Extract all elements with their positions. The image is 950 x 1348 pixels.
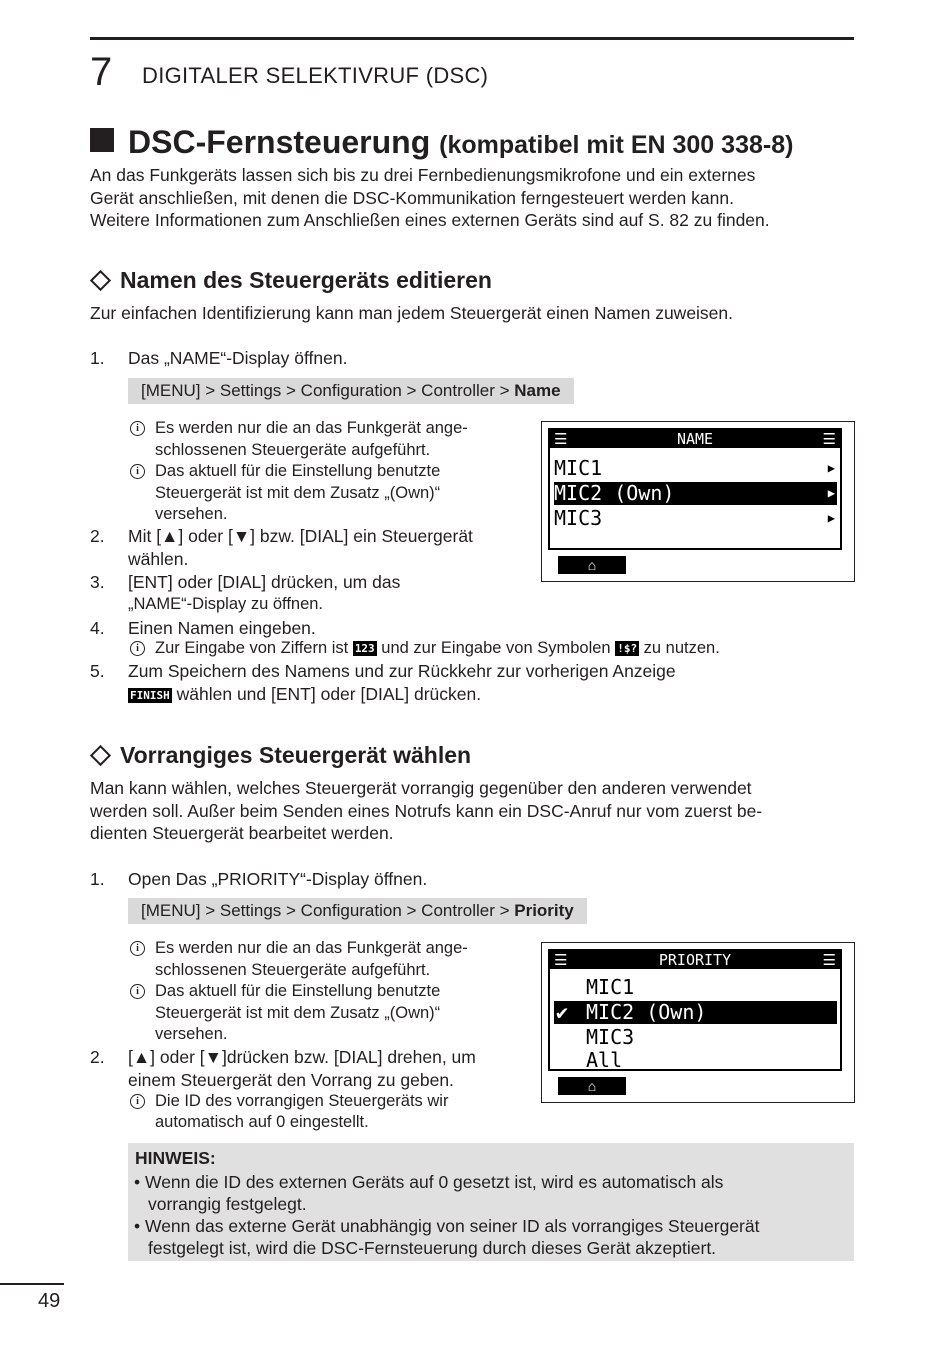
hint-bullet-2: • Wenn das externe Gerät unabhängig von seiner ID als vorrangiges Steuergerät bbox=[134, 1216, 760, 1236]
info-icon: i bbox=[130, 984, 145, 999]
section-title: DSC-Fernsteuerung (kompatibel mit EN 300 338-8) bbox=[90, 124, 793, 161]
hint-bullet-1: • Wenn die ID des externen Geräts auf 0 gesetzt ist, wird es automatisch als bbox=[134, 1172, 724, 1192]
lcd-row-mic3[interactable]: MIC3 ▶ bbox=[554, 506, 835, 530]
name-step-4: 4. Einen Namen eingeben. bbox=[90, 618, 316, 638]
priority-intro: Man kann wählen, welches Steuergerät vorrangig gegenüber den anderen verwendet werden soll. Außer beim Senden eines Notrufs kann ein DSC-Anruf nur vom zuerst be- dienten Steuergerät bearbeitet werden. bbox=[90, 778, 763, 843]
name-note-2: i Das aktuell für die Einstellung benutzte bbox=[130, 461, 530, 483]
right-arrow-icon: ▶ bbox=[827, 461, 835, 475]
section-intro: An das Funkgeräts lassen sich bis zu drei Fernbedienungsmikrofone und ein externes Gerät anschließen, mit denen die DSC-Kommunikation ferngesteuert werden kann. Weitere Informationen zum Anschließen eines externen Geräts sind auf S. 82 zu finden. bbox=[90, 165, 770, 230]
home-icon[interactable]: ⌂ bbox=[558, 1077, 626, 1095]
top-rule bbox=[90, 37, 854, 40]
check-icon: ✔ bbox=[556, 1000, 569, 1024]
menu-path-name: [MENU] > Settings > Configuration > Controller > Name bbox=[128, 378, 574, 404]
diamond-icon bbox=[90, 270, 111, 291]
symbol-key-icon: !$? bbox=[617, 642, 638, 655]
menu-icon: ☰ bbox=[554, 430, 568, 448]
page-rule bbox=[0, 1283, 64, 1285]
hint-title: HINWEIS: bbox=[135, 1148, 216, 1168]
menu-path-priority: [MENU] > Settings > Configuration > Controller > Priority bbox=[128, 898, 587, 924]
priority-step-1: 1. Open Das „PRIORITY“-Display öffnen. bbox=[90, 869, 428, 889]
lcd-title: NAME bbox=[676, 430, 714, 448]
page-number: 49 bbox=[38, 1290, 61, 1312]
lcd-row-mic2-selected[interactable]: MIC2 (Own) ▶ bbox=[554, 481, 835, 505]
info-icon: i bbox=[130, 421, 145, 436]
hint-box: HINWEIS: • Wenn die ID des externen Geräts auf 0 gesetzt ist, wird es automatisch als vorrangig festgelegt. • Wenn das externe Gerät unabhängig von seiner ID als vorrangiges Steuergerät festgelegt ist, wird die DSC-Fernsteuerung durch dieses Gerät akzeptiert. bbox=[128, 1143, 854, 1261]
priority-lcd-screen bbox=[541, 942, 855, 1103]
lcd-row-mic1[interactable]: MIC1 bbox=[586, 975, 635, 999]
priority-step-2: 2. [▲] oder [▼]drücken bzw. [DIAL] drehen, um bbox=[90, 1047, 476, 1067]
lcd-row-mic3[interactable]: MIC3 bbox=[586, 1025, 635, 1049]
name-step-3: 3. [ENT] oder [DIAL] drücken, um das bbox=[90, 572, 401, 592]
square-bullet-icon bbox=[90, 128, 114, 152]
section-subtitle: (kompatibel mit EN 300 338-8) bbox=[439, 131, 794, 159]
chapter-number: 7 bbox=[90, 50, 113, 94]
name-note-3: i Zur Eingabe von Ziffern ist 123 und zur Eingabe von Symbolen !$? zu nutzen. bbox=[130, 638, 830, 660]
right-arrow-icon: ▶ bbox=[827, 486, 835, 500]
menu-icon: ☰ bbox=[554, 951, 568, 969]
info-icon: i bbox=[130, 464, 145, 479]
menu-icon: ☰ bbox=[822, 430, 836, 448]
finish-key-icon: FINISH bbox=[130, 689, 170, 702]
right-arrow-icon: ▶ bbox=[827, 511, 835, 525]
name-note-1: i Es werden nur die an das Funkgerät ange- bbox=[130, 418, 530, 440]
name-step-5: 5. Zum Speichern des Namens und zur Rückkehr zur vorherigen Anzeige bbox=[90, 661, 676, 681]
numeric-key-icon: 123 bbox=[354, 642, 375, 655]
name-step-2: 2. Mit [▲] oder [▼] bzw. [DIAL] ein Steuergerät bbox=[90, 526, 473, 546]
chapter-title: DIGITALER SELEKTIVRUF (DSC) bbox=[142, 63, 489, 88]
subsection-title-priority: Vorrangiges Steuergerät wählen bbox=[90, 742, 471, 769]
menu-icon: ☰ bbox=[822, 951, 836, 969]
info-icon: i bbox=[130, 641, 145, 656]
home-icon[interactable]: ⌂ bbox=[558, 556, 626, 574]
name-step-1: 1. Das „NAME“-Display öffnen. bbox=[90, 348, 348, 368]
lcd-title: PRIORITY bbox=[658, 951, 732, 969]
priority-note-2: i Das aktuell für die Einstellung benutzte bbox=[130, 981, 530, 1003]
info-icon: i bbox=[130, 941, 145, 956]
priority-note-1: i Es werden nur die an das Funkgerät ange- bbox=[130, 938, 530, 960]
diamond-icon bbox=[90, 745, 111, 766]
subsection-title-name: Namen des Steuergeräts editieren bbox=[90, 267, 492, 294]
priority-note-3: i Die ID des vorrangigen Steuergeräts wir bbox=[130, 1091, 530, 1113]
info-icon: i bbox=[130, 1094, 145, 1109]
lcd-row-all[interactable]: All bbox=[586, 1050, 623, 1068]
name-lcd-screen bbox=[541, 421, 855, 582]
lcd-row-mic2-selected[interactable]: ✔ MIC2 (Own) bbox=[554, 1001, 837, 1024]
name-intro: Zur einfachen Identifizierung kann man jedem Steuergerät einen Namen zuweisen. bbox=[90, 303, 734, 323]
lcd-row-mic1[interactable]: MIC1 ▶ bbox=[554, 456, 835, 480]
